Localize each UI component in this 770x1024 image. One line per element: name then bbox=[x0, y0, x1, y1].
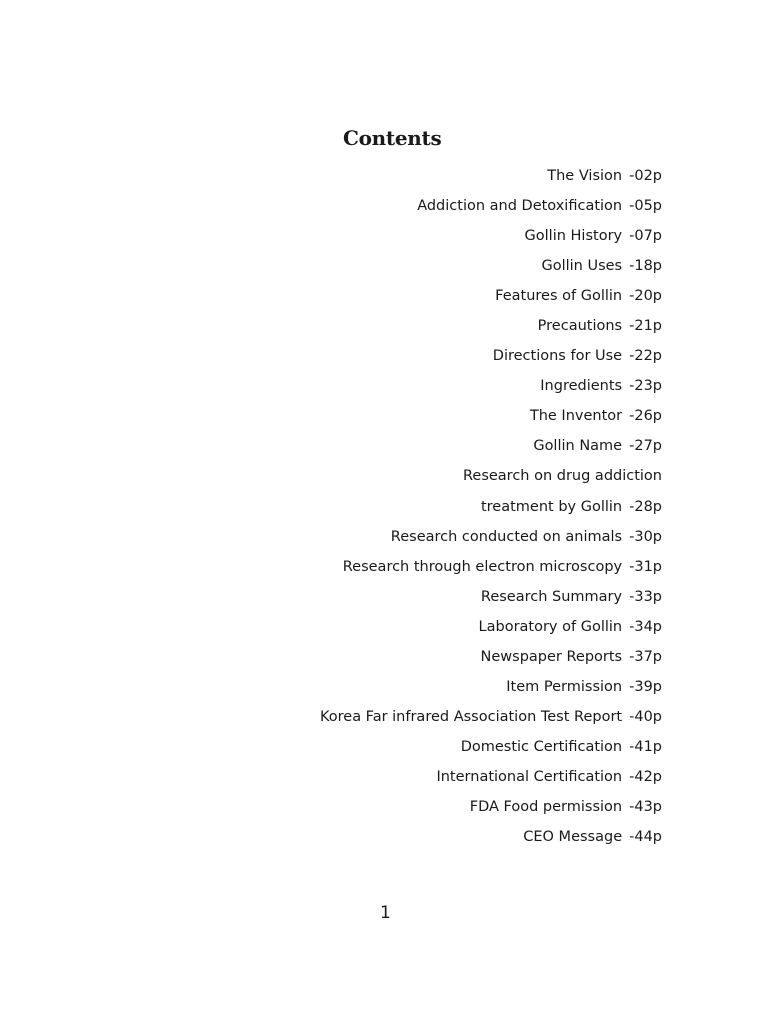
toc-entry-label: Research through electron microscopy bbox=[342, 558, 623, 575]
toc-entry bbox=[242, 311, 662, 341]
toc-entry-label: Addiction and Detoxification bbox=[417, 198, 623, 215]
toc-entry bbox=[242, 371, 662, 401]
toc-entry-label: The Inventor bbox=[529, 408, 623, 425]
toc-entry-label: Domestic Certification bbox=[460, 738, 623, 755]
toc-entry-page: -37p bbox=[629, 648, 662, 665]
toc-entry-page: -43p bbox=[629, 799, 662, 815]
toc-entry-label: Laboratory of Gollin bbox=[478, 618, 623, 635]
toc-entry bbox=[242, 732, 662, 762]
toc-entry bbox=[242, 582, 662, 612]
toc-entry bbox=[242, 251, 662, 281]
toc-entry-label: Directions for Use bbox=[492, 348, 623, 365]
toc-entry-page: -30p bbox=[629, 528, 662, 545]
toc-entry bbox=[242, 281, 662, 311]
toc-entry-label: FDA Food permission bbox=[469, 799, 623, 815]
toc-entry bbox=[242, 161, 662, 191]
toc-entry-label: Ingredients bbox=[540, 378, 623, 395]
toc-entry-label: Gollin History bbox=[524, 228, 623, 245]
toc-entry-page: -20p bbox=[629, 288, 662, 305]
toc-entry-page: -02p bbox=[629, 168, 662, 185]
page-title: Contents bbox=[343, 126, 442, 150]
toc-entry-page: -28p bbox=[629, 498, 662, 515]
toc-entry-label: Item Permission bbox=[506, 678, 623, 695]
toc-entry bbox=[242, 552, 662, 582]
toc-entry-page: -22p bbox=[629, 348, 662, 365]
toc-entry-label: CEO Message bbox=[523, 829, 623, 846]
toc-entry bbox=[242, 612, 662, 642]
toc-entry bbox=[242, 341, 662, 371]
toc-entry-page: -07p bbox=[629, 228, 662, 245]
toc-entry-label: Precautions bbox=[537, 318, 623, 335]
toc-entry-label: treatment by Gollin bbox=[480, 498, 623, 515]
toc-entry-page: -42p bbox=[629, 768, 662, 785]
toc-entry-page: -34p bbox=[629, 618, 662, 635]
toc-entry-page: -23p bbox=[629, 378, 662, 395]
toc-entry-label: International Certification bbox=[436, 768, 623, 785]
toc-entry bbox=[242, 822, 662, 852]
toc-entry-page: -31p bbox=[629, 558, 662, 575]
toc-entry bbox=[242, 792, 662, 822]
toc-entry-page: -27p bbox=[629, 438, 662, 455]
toc-entry-page: -33p bbox=[629, 588, 662, 605]
toc-entry-page: -05p bbox=[629, 198, 662, 215]
toc-entry-page: -40p bbox=[629, 708, 662, 725]
toc-entry-label: Newspaper Reports bbox=[480, 648, 623, 665]
toc-entry-label: Research conducted on animals bbox=[390, 528, 623, 545]
toc-entry-label: Research Summary bbox=[480, 588, 623, 605]
toc-entry bbox=[242, 461, 662, 491]
toc-entry bbox=[242, 492, 662, 522]
toc-entry-page: -39p bbox=[629, 678, 662, 695]
toc-entry-label: Research on drug addiction bbox=[462, 468, 662, 485]
toc-entry bbox=[242, 522, 662, 552]
toc-entry bbox=[242, 221, 662, 251]
toc-entry-label: Gollin Name bbox=[533, 438, 623, 455]
toc-entry-page: -26p bbox=[629, 408, 662, 425]
table-of-contents bbox=[242, 161, 662, 852]
toc-entry bbox=[242, 191, 662, 221]
toc-entry-label: Gollin Uses bbox=[541, 258, 623, 275]
toc-entry bbox=[242, 401, 662, 431]
toc-entry bbox=[242, 672, 662, 702]
toc-entry bbox=[242, 642, 662, 672]
toc-entry-page: -44p bbox=[629, 829, 662, 846]
toc-entry bbox=[242, 762, 662, 792]
toc-entry-label: Features of Gollin bbox=[495, 288, 623, 305]
toc-entry-page: -41p bbox=[629, 738, 662, 755]
toc-entry-page: -21p bbox=[629, 318, 662, 335]
toc-entry-page: -18p bbox=[629, 258, 662, 275]
toc-entry bbox=[242, 431, 662, 461]
toc-entry-label: Korea Far infrared Association Test Report bbox=[319, 708, 623, 725]
toc-entry-label: The Vision bbox=[547, 168, 623, 185]
page-number: 1 bbox=[380, 903, 391, 923]
toc-entry bbox=[242, 702, 662, 732]
